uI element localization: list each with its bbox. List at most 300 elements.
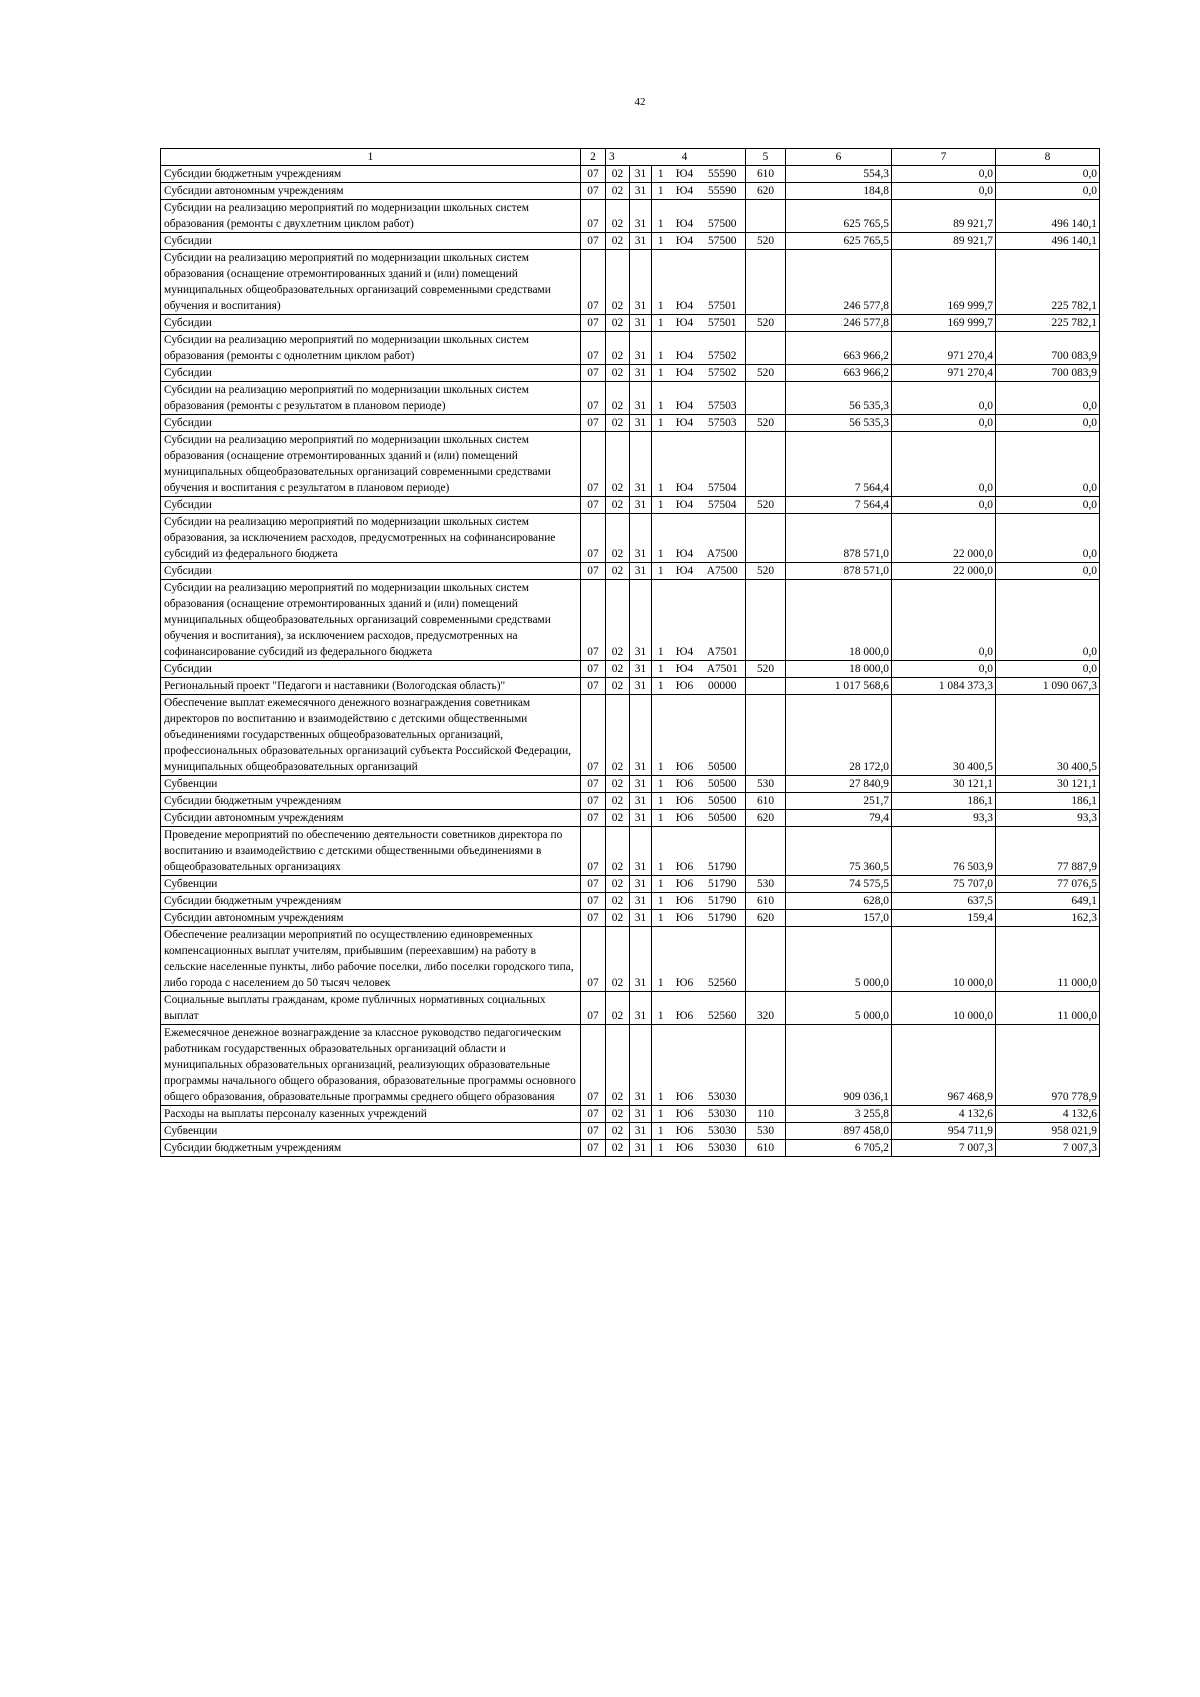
cell-subprogram-code: 1 [652, 497, 670, 514]
cell-amount-year-3: 958 021,9 [996, 1123, 1100, 1140]
cell-subsection-code: 02 [606, 661, 630, 678]
cell-amount-year-3: 1 090 067,3 [996, 678, 1100, 695]
cell-program-code: 31 [630, 793, 652, 810]
cell-expense-type-code: 110 [746, 1106, 786, 1123]
table-row [161, 250, 1100, 315]
cell-amount-year-2: 971 270,4 [892, 365, 996, 382]
cell-amount-year-2: 4 132,6 [892, 1106, 996, 1123]
table-row [161, 927, 1100, 992]
table-row [161, 661, 1100, 678]
table-row [161, 432, 1100, 497]
cell-section-code: 07 [581, 183, 606, 200]
cell-subsection-code: 02 [606, 1140, 630, 1157]
cell-amount-year-2: 954 711,9 [892, 1123, 996, 1140]
page-number: 42 [634, 96, 646, 108]
cell-section-code: 07 [581, 497, 606, 514]
cell-amount-year-1: 3 255,8 [786, 1106, 892, 1123]
cell-amount-year-1: 56 535,3 [786, 415, 892, 432]
cell-section-code: 07 [581, 415, 606, 432]
cell-subsection-code: 02 [606, 166, 630, 183]
cell-expense-type-code [746, 332, 786, 365]
cell-amount-year-3: 162,3 [996, 910, 1100, 927]
cell-amount-year-3: 11 000,0 [996, 927, 1100, 992]
header-col-7: 7 [892, 149, 996, 166]
cell-subprogram-code: 1 [652, 1140, 670, 1157]
cell-amount-year-1: 251,7 [786, 793, 892, 810]
cell-expense-type-code: 610 [746, 793, 786, 810]
table-row [161, 580, 1100, 661]
cell-expense-code: 57500 [700, 233, 746, 250]
cell-subprogram-code: 1 [652, 233, 670, 250]
cell-project-code: Ю4 [670, 183, 700, 200]
cell-amount-year-3: 0,0 [996, 661, 1100, 678]
cell-amount-year-1: 628,0 [786, 893, 892, 910]
cell-project-code: Ю6 [670, 910, 700, 927]
cell-row-name: Субсидии бюджетным учреждениям [161, 893, 581, 910]
cell-amount-year-1: 878 571,0 [786, 514, 892, 563]
table-row [161, 1025, 1100, 1106]
cell-amount-year-3: 77 887,9 [996, 827, 1100, 876]
cell-expense-code: 55590 [700, 183, 746, 200]
cell-subsection-code: 02 [606, 678, 630, 695]
cell-amount-year-1: 878 571,0 [786, 563, 892, 580]
budget-table [160, 148, 1100, 1157]
cell-amount-year-3: 225 782,1 [996, 250, 1100, 315]
cell-expense-type-code [746, 678, 786, 695]
header-col-4-span-end [700, 149, 746, 166]
cell-amount-year-1: 909 036,1 [786, 1025, 892, 1106]
table-row [161, 1140, 1100, 1157]
cell-amount-year-3: 225 782,1 [996, 315, 1100, 332]
cell-section-code: 07 [581, 827, 606, 876]
cell-amount-year-3: 77 076,5 [996, 876, 1100, 893]
cell-amount-year-3: 496 140,1 [996, 233, 1100, 250]
cell-program-code: 31 [630, 910, 652, 927]
cell-amount-year-2: 7 007,3 [892, 1140, 996, 1157]
cell-program-code: 31 [630, 810, 652, 827]
cell-program-code: 31 [630, 876, 652, 893]
cell-section-code: 07 [581, 200, 606, 233]
cell-expense-code: 57502 [700, 365, 746, 382]
cell-program-code: 31 [630, 827, 652, 876]
cell-expense-code: 57503 [700, 382, 746, 415]
cell-program-code: 31 [630, 678, 652, 695]
cell-section-code: 07 [581, 793, 606, 810]
column-number-header [161, 149, 1100, 166]
cell-section-code: 07 [581, 1025, 606, 1106]
cell-subprogram-code: 1 [652, 200, 670, 233]
cell-program-code: 31 [630, 1025, 652, 1106]
cell-expense-type-code [746, 250, 786, 315]
cell-expense-code: 53030 [700, 1123, 746, 1140]
header-col-4: 4 [670, 149, 700, 166]
cell-program-code: 31 [630, 166, 652, 183]
cell-expense-code: А7501 [700, 661, 746, 678]
cell-expense-type-code [746, 382, 786, 415]
cell-project-code: Ю6 [670, 1140, 700, 1157]
cell-amount-year-3: 970 778,9 [996, 1025, 1100, 1106]
cell-amount-year-1: 7 564,4 [786, 432, 892, 497]
cell-amount-year-2: 637,5 [892, 893, 996, 910]
cell-section-code: 07 [581, 166, 606, 183]
cell-row-name: Субсидии на реализацию мероприятий по модернизации школьных систем образования (ремонты с результатом в плановом периоде) [161, 382, 581, 415]
cell-row-name: Субсидии на реализацию мероприятий по модернизации школьных систем образования (оснащение отремонтированных зданий и (или) помещений муниципальных общеобразовательных организаций современными средствами обучения и воспитания с результатом в плановом периоде) [161, 432, 581, 497]
cell-section-code: 07 [581, 332, 606, 365]
cell-amount-year-1: 625 765,5 [786, 200, 892, 233]
header-col-3-span [630, 149, 652, 166]
cell-row-name: Ежемесячное денежное вознаграждение за классное руководство педагогическим работникам государственных образовательных организаций области и муниципальных образовательных организаций, реализующих образовательные программы начального общего образования, образовательные программы основного общего образования, образовательные программы среднего общего образования [161, 1025, 581, 1106]
cell-amount-year-2: 0,0 [892, 497, 996, 514]
cell-section-code: 07 [581, 695, 606, 776]
cell-project-code: Ю6 [670, 876, 700, 893]
cell-project-code: Ю6 [670, 927, 700, 992]
cell-row-name: Субсидии на реализацию мероприятий по модернизации школьных систем образования, за исключением расходов, предусмотренных на софинансирование субсидий из федерального бюджета [161, 514, 581, 563]
cell-row-name: Субсидии автономным учреждениям [161, 910, 581, 927]
cell-expense-type-code: 520 [746, 315, 786, 332]
cell-expense-type-code: 520 [746, 497, 786, 514]
cell-subprogram-code: 1 [652, 827, 670, 876]
cell-expense-type-code: 520 [746, 661, 786, 678]
cell-amount-year-3: 0,0 [996, 563, 1100, 580]
cell-amount-year-2: 0,0 [892, 166, 996, 183]
cell-program-code: 31 [630, 927, 652, 992]
cell-section-code: 07 [581, 810, 606, 827]
cell-expense-type-code: 520 [746, 563, 786, 580]
cell-subprogram-code: 1 [652, 332, 670, 365]
cell-section-code: 07 [581, 432, 606, 497]
cell-amount-year-1: 897 458,0 [786, 1123, 892, 1140]
cell-amount-year-1: 554,3 [786, 166, 892, 183]
cell-row-name: Субсидии [161, 233, 581, 250]
cell-row-name: Субсидии автономным учреждениям [161, 183, 581, 200]
cell-subprogram-code: 1 [652, 432, 670, 497]
cell-project-code: Ю4 [670, 200, 700, 233]
cell-expense-code: 57504 [700, 432, 746, 497]
cell-program-code: 31 [630, 563, 652, 580]
cell-amount-year-2: 971 270,4 [892, 332, 996, 365]
cell-expense-type-code [746, 514, 786, 563]
cell-subsection-code: 02 [606, 827, 630, 876]
cell-amount-year-2: 10 000,0 [892, 992, 996, 1025]
cell-amount-year-2: 1 084 373,3 [892, 678, 996, 695]
cell-row-name: Субсидии автономным учреждениям [161, 810, 581, 827]
cell-subprogram-code: 1 [652, 776, 670, 793]
cell-expense-code: А7501 [700, 580, 746, 661]
cell-expense-code: 57501 [700, 315, 746, 332]
cell-project-code: Ю4 [670, 233, 700, 250]
cell-amount-year-1: 625 765,5 [786, 233, 892, 250]
cell-subsection-code: 02 [606, 776, 630, 793]
cell-section-code: 07 [581, 992, 606, 1025]
cell-program-code: 31 [630, 1106, 652, 1123]
cell-subprogram-code: 1 [652, 876, 670, 893]
cell-expense-code: А7500 [700, 514, 746, 563]
cell-amount-year-2: 159,4 [892, 910, 996, 927]
cell-expense-code: 00000 [700, 678, 746, 695]
table-row [161, 563, 1100, 580]
cell-amount-year-1: 1 017 568,6 [786, 678, 892, 695]
cell-subsection-code: 02 [606, 793, 630, 810]
cell-section-code: 07 [581, 876, 606, 893]
cell-subprogram-code: 1 [652, 678, 670, 695]
cell-expense-code: 50500 [700, 776, 746, 793]
cell-subsection-code: 02 [606, 810, 630, 827]
table-row [161, 415, 1100, 432]
cell-subprogram-code: 1 [652, 365, 670, 382]
cell-subsection-code: 02 [606, 233, 630, 250]
cell-section-code: 07 [581, 1140, 606, 1157]
cell-expense-code: 51790 [700, 893, 746, 910]
cell-amount-year-3: 30 121,1 [996, 776, 1100, 793]
table-row [161, 678, 1100, 695]
cell-expense-type-code [746, 200, 786, 233]
cell-row-name: Субсидии на реализацию мероприятий по модернизации школьных систем образования (оснащение отремонтированных зданий и (или) помещений муниципальных общеобразовательных организаций современными средствами обучения и воспитания), за исключением расходов, предусмотренных на софинансирование субсидий из федерального бюджета [161, 580, 581, 661]
cell-row-name: Субсидии [161, 415, 581, 432]
header-col-1: 1 [161, 149, 581, 166]
cell-row-name: Субсидии бюджетным учреждениям [161, 166, 581, 183]
cell-subsection-code: 02 [606, 1123, 630, 1140]
cell-program-code: 31 [630, 382, 652, 415]
cell-row-name: Региональный проект "Педагоги и наставники (Вологодская область)" [161, 678, 581, 695]
cell-subsection-code: 02 [606, 992, 630, 1025]
cell-amount-year-3: 30 400,5 [996, 695, 1100, 776]
cell-program-code: 31 [630, 315, 652, 332]
table-row [161, 810, 1100, 827]
cell-amount-year-3: 649,1 [996, 893, 1100, 910]
cell-subprogram-code: 1 [652, 250, 670, 315]
cell-amount-year-1: 74 575,5 [786, 876, 892, 893]
cell-section-code: 07 [581, 678, 606, 695]
cell-amount-year-1: 663 966,2 [786, 332, 892, 365]
cell-subprogram-code: 1 [652, 415, 670, 432]
cell-expense-code: 53030 [700, 1106, 746, 1123]
cell-expense-code: 52560 [700, 992, 746, 1025]
cell-project-code: Ю6 [670, 1123, 700, 1140]
cell-project-code: Ю6 [670, 810, 700, 827]
cell-section-code: 07 [581, 233, 606, 250]
cell-subprogram-code: 1 [652, 793, 670, 810]
cell-amount-year-3: 0,0 [996, 183, 1100, 200]
cell-expense-code: 55590 [700, 166, 746, 183]
table-row [161, 166, 1100, 183]
cell-row-name: Субсидии [161, 315, 581, 332]
cell-row-name: Субвенции [161, 776, 581, 793]
table-row [161, 992, 1100, 1025]
cell-subsection-code: 02 [606, 1025, 630, 1106]
cell-expense-type-code: 530 [746, 776, 786, 793]
cell-project-code: Ю6 [670, 893, 700, 910]
cell-subsection-code: 02 [606, 1106, 630, 1123]
table-row [161, 776, 1100, 793]
cell-expense-code: 53030 [700, 1140, 746, 1157]
header-col-5: 5 [746, 149, 786, 166]
cell-expense-type-code: 520 [746, 365, 786, 382]
cell-amount-year-1: 79,4 [786, 810, 892, 827]
cell-subprogram-code: 1 [652, 992, 670, 1025]
cell-subsection-code: 02 [606, 250, 630, 315]
cell-subprogram-code: 1 [652, 315, 670, 332]
cell-amount-year-3: 496 140,1 [996, 200, 1100, 233]
cell-row-name: Социальные выплаты гражданам, кроме публичных нормативных социальных выплат [161, 992, 581, 1025]
cell-amount-year-2: 30 400,5 [892, 695, 996, 776]
cell-section-code: 07 [581, 1123, 606, 1140]
cell-amount-year-2: 75 707,0 [892, 876, 996, 893]
cell-project-code: Ю6 [670, 992, 700, 1025]
cell-expense-type-code: 610 [746, 166, 786, 183]
table-row [161, 233, 1100, 250]
cell-amount-year-3: 93,3 [996, 810, 1100, 827]
cell-program-code: 31 [630, 893, 652, 910]
cell-section-code: 07 [581, 661, 606, 678]
cell-subsection-code: 02 [606, 432, 630, 497]
cell-expense-type-code: 620 [746, 183, 786, 200]
cell-expense-code: 51790 [700, 910, 746, 927]
cell-amount-year-2: 0,0 [892, 183, 996, 200]
table-row [161, 183, 1100, 200]
table-row [161, 793, 1100, 810]
cell-subsection-code: 02 [606, 893, 630, 910]
cell-program-code: 31 [630, 432, 652, 497]
cell-program-code: 31 [630, 415, 652, 432]
table-row [161, 497, 1100, 514]
cell-expense-type-code: 610 [746, 893, 786, 910]
cell-amount-year-2: 22 000,0 [892, 563, 996, 580]
cell-expense-code: 50500 [700, 810, 746, 827]
cell-amount-year-3: 700 083,9 [996, 365, 1100, 382]
cell-subprogram-code: 1 [652, 1123, 670, 1140]
cell-row-name: Субсидии на реализацию мероприятий по модернизации школьных систем образования (ремонты с двухлетним циклом работ) [161, 200, 581, 233]
cell-amount-year-3: 0,0 [996, 415, 1100, 432]
cell-amount-year-1: 157,0 [786, 910, 892, 927]
cell-row-name: Субсидии на реализацию мероприятий по модернизации школьных систем образования (оснащение отремонтированных зданий и (или) помещений муниципальных общеобразовательных организаций современными средствами обучения и воспитания) [161, 250, 581, 315]
table-row [161, 893, 1100, 910]
cell-program-code: 31 [630, 661, 652, 678]
cell-program-code: 31 [630, 514, 652, 563]
cell-subsection-code: 02 [606, 695, 630, 776]
cell-subprogram-code: 1 [652, 183, 670, 200]
cell-project-code: Ю4 [670, 250, 700, 315]
cell-amount-year-1: 75 360,5 [786, 827, 892, 876]
cell-amount-year-3: 7 007,3 [996, 1140, 1100, 1157]
cell-expense-code: 50500 [700, 793, 746, 810]
cell-amount-year-3: 0,0 [996, 580, 1100, 661]
cell-subprogram-code: 1 [652, 563, 670, 580]
cell-amount-year-3: 0,0 [996, 432, 1100, 497]
cell-section-code: 07 [581, 580, 606, 661]
cell-amount-year-2: 22 000,0 [892, 514, 996, 563]
cell-expense-code: 52560 [700, 927, 746, 992]
cell-program-code: 31 [630, 1123, 652, 1140]
cell-subsection-code: 02 [606, 497, 630, 514]
table-row [161, 332, 1100, 365]
cell-amount-year-2: 89 921,7 [892, 233, 996, 250]
cell-project-code: Ю4 [670, 415, 700, 432]
cell-subsection-code: 02 [606, 514, 630, 563]
header-col-2: 2 [581, 149, 606, 166]
table-row [161, 382, 1100, 415]
table-row [161, 365, 1100, 382]
cell-amount-year-2: 169 999,7 [892, 250, 996, 315]
cell-amount-year-3: 700 083,9 [996, 332, 1100, 365]
cell-expense-type-code: 530 [746, 1123, 786, 1140]
cell-amount-year-2: 30 121,1 [892, 776, 996, 793]
cell-subsection-code: 02 [606, 563, 630, 580]
cell-row-name: Проведение мероприятий по обеспечению деятельности советников директора по воспитанию и взаимодействию с детскими общественными объединениями в общеобразовательных организациях [161, 827, 581, 876]
cell-subsection-code: 02 [606, 580, 630, 661]
cell-subprogram-code: 1 [652, 1106, 670, 1123]
cell-project-code: Ю4 [670, 315, 700, 332]
cell-amount-year-2: 93,3 [892, 810, 996, 827]
cell-amount-year-2: 89 921,7 [892, 200, 996, 233]
cell-amount-year-2: 76 503,9 [892, 827, 996, 876]
cell-amount-year-3: 0,0 [996, 166, 1100, 183]
cell-subprogram-code: 1 [652, 893, 670, 910]
cell-project-code: Ю6 [670, 1106, 700, 1123]
cell-amount-year-1: 663 966,2 [786, 365, 892, 382]
cell-expense-code: 51790 [700, 876, 746, 893]
cell-expense-type-code [746, 580, 786, 661]
cell-amount-year-3: 0,0 [996, 382, 1100, 415]
cell-amount-year-1: 6 705,2 [786, 1140, 892, 1157]
table-row [161, 200, 1100, 233]
cell-section-code: 07 [581, 910, 606, 927]
cell-section-code: 07 [581, 776, 606, 793]
cell-subsection-code: 02 [606, 927, 630, 992]
cell-subprogram-code: 1 [652, 1025, 670, 1106]
cell-subsection-code: 02 [606, 876, 630, 893]
cell-section-code: 07 [581, 1106, 606, 1123]
cell-expense-code: 57502 [700, 332, 746, 365]
cell-subprogram-code: 1 [652, 661, 670, 678]
cell-expense-type-code [746, 1025, 786, 1106]
cell-amount-year-1: 246 577,8 [786, 315, 892, 332]
cell-project-code: Ю4 [670, 432, 700, 497]
cell-program-code: 31 [630, 365, 652, 382]
cell-section-code: 07 [581, 927, 606, 992]
cell-row-name: Субвенции [161, 1123, 581, 1140]
cell-project-code: Ю6 [670, 776, 700, 793]
cell-amount-year-1: 18 000,0 [786, 580, 892, 661]
cell-program-code: 31 [630, 332, 652, 365]
header-col-3: 3 [606, 149, 630, 166]
cell-amount-year-1: 7 564,4 [786, 497, 892, 514]
cell-row-name: Субсидии [161, 563, 581, 580]
cell-project-code: Ю4 [670, 580, 700, 661]
cell-row-name: Расходы на выплаты персоналу казенных учреждений [161, 1106, 581, 1123]
cell-subprogram-code: 1 [652, 910, 670, 927]
cell-expense-code: 57500 [700, 200, 746, 233]
cell-expense-type-code: 610 [746, 1140, 786, 1157]
cell-project-code: Ю4 [670, 382, 700, 415]
cell-section-code: 07 [581, 315, 606, 332]
table-row [161, 514, 1100, 563]
table-body [161, 166, 1100, 1157]
cell-amount-year-1: 184,8 [786, 183, 892, 200]
cell-amount-year-2: 186,1 [892, 793, 996, 810]
cell-amount-year-3: 0,0 [996, 514, 1100, 563]
cell-row-name: Субсидии [161, 365, 581, 382]
cell-amount-year-2: 169 999,7 [892, 315, 996, 332]
cell-expense-type-code: 520 [746, 415, 786, 432]
table-row [161, 1106, 1100, 1123]
cell-section-code: 07 [581, 382, 606, 415]
cell-amount-year-3: 11 000,0 [996, 992, 1100, 1025]
cell-subsection-code: 02 [606, 200, 630, 233]
table-row [161, 1123, 1100, 1140]
cell-project-code: Ю4 [670, 365, 700, 382]
cell-amount-year-1: 56 535,3 [786, 382, 892, 415]
cell-subsection-code: 02 [606, 332, 630, 365]
